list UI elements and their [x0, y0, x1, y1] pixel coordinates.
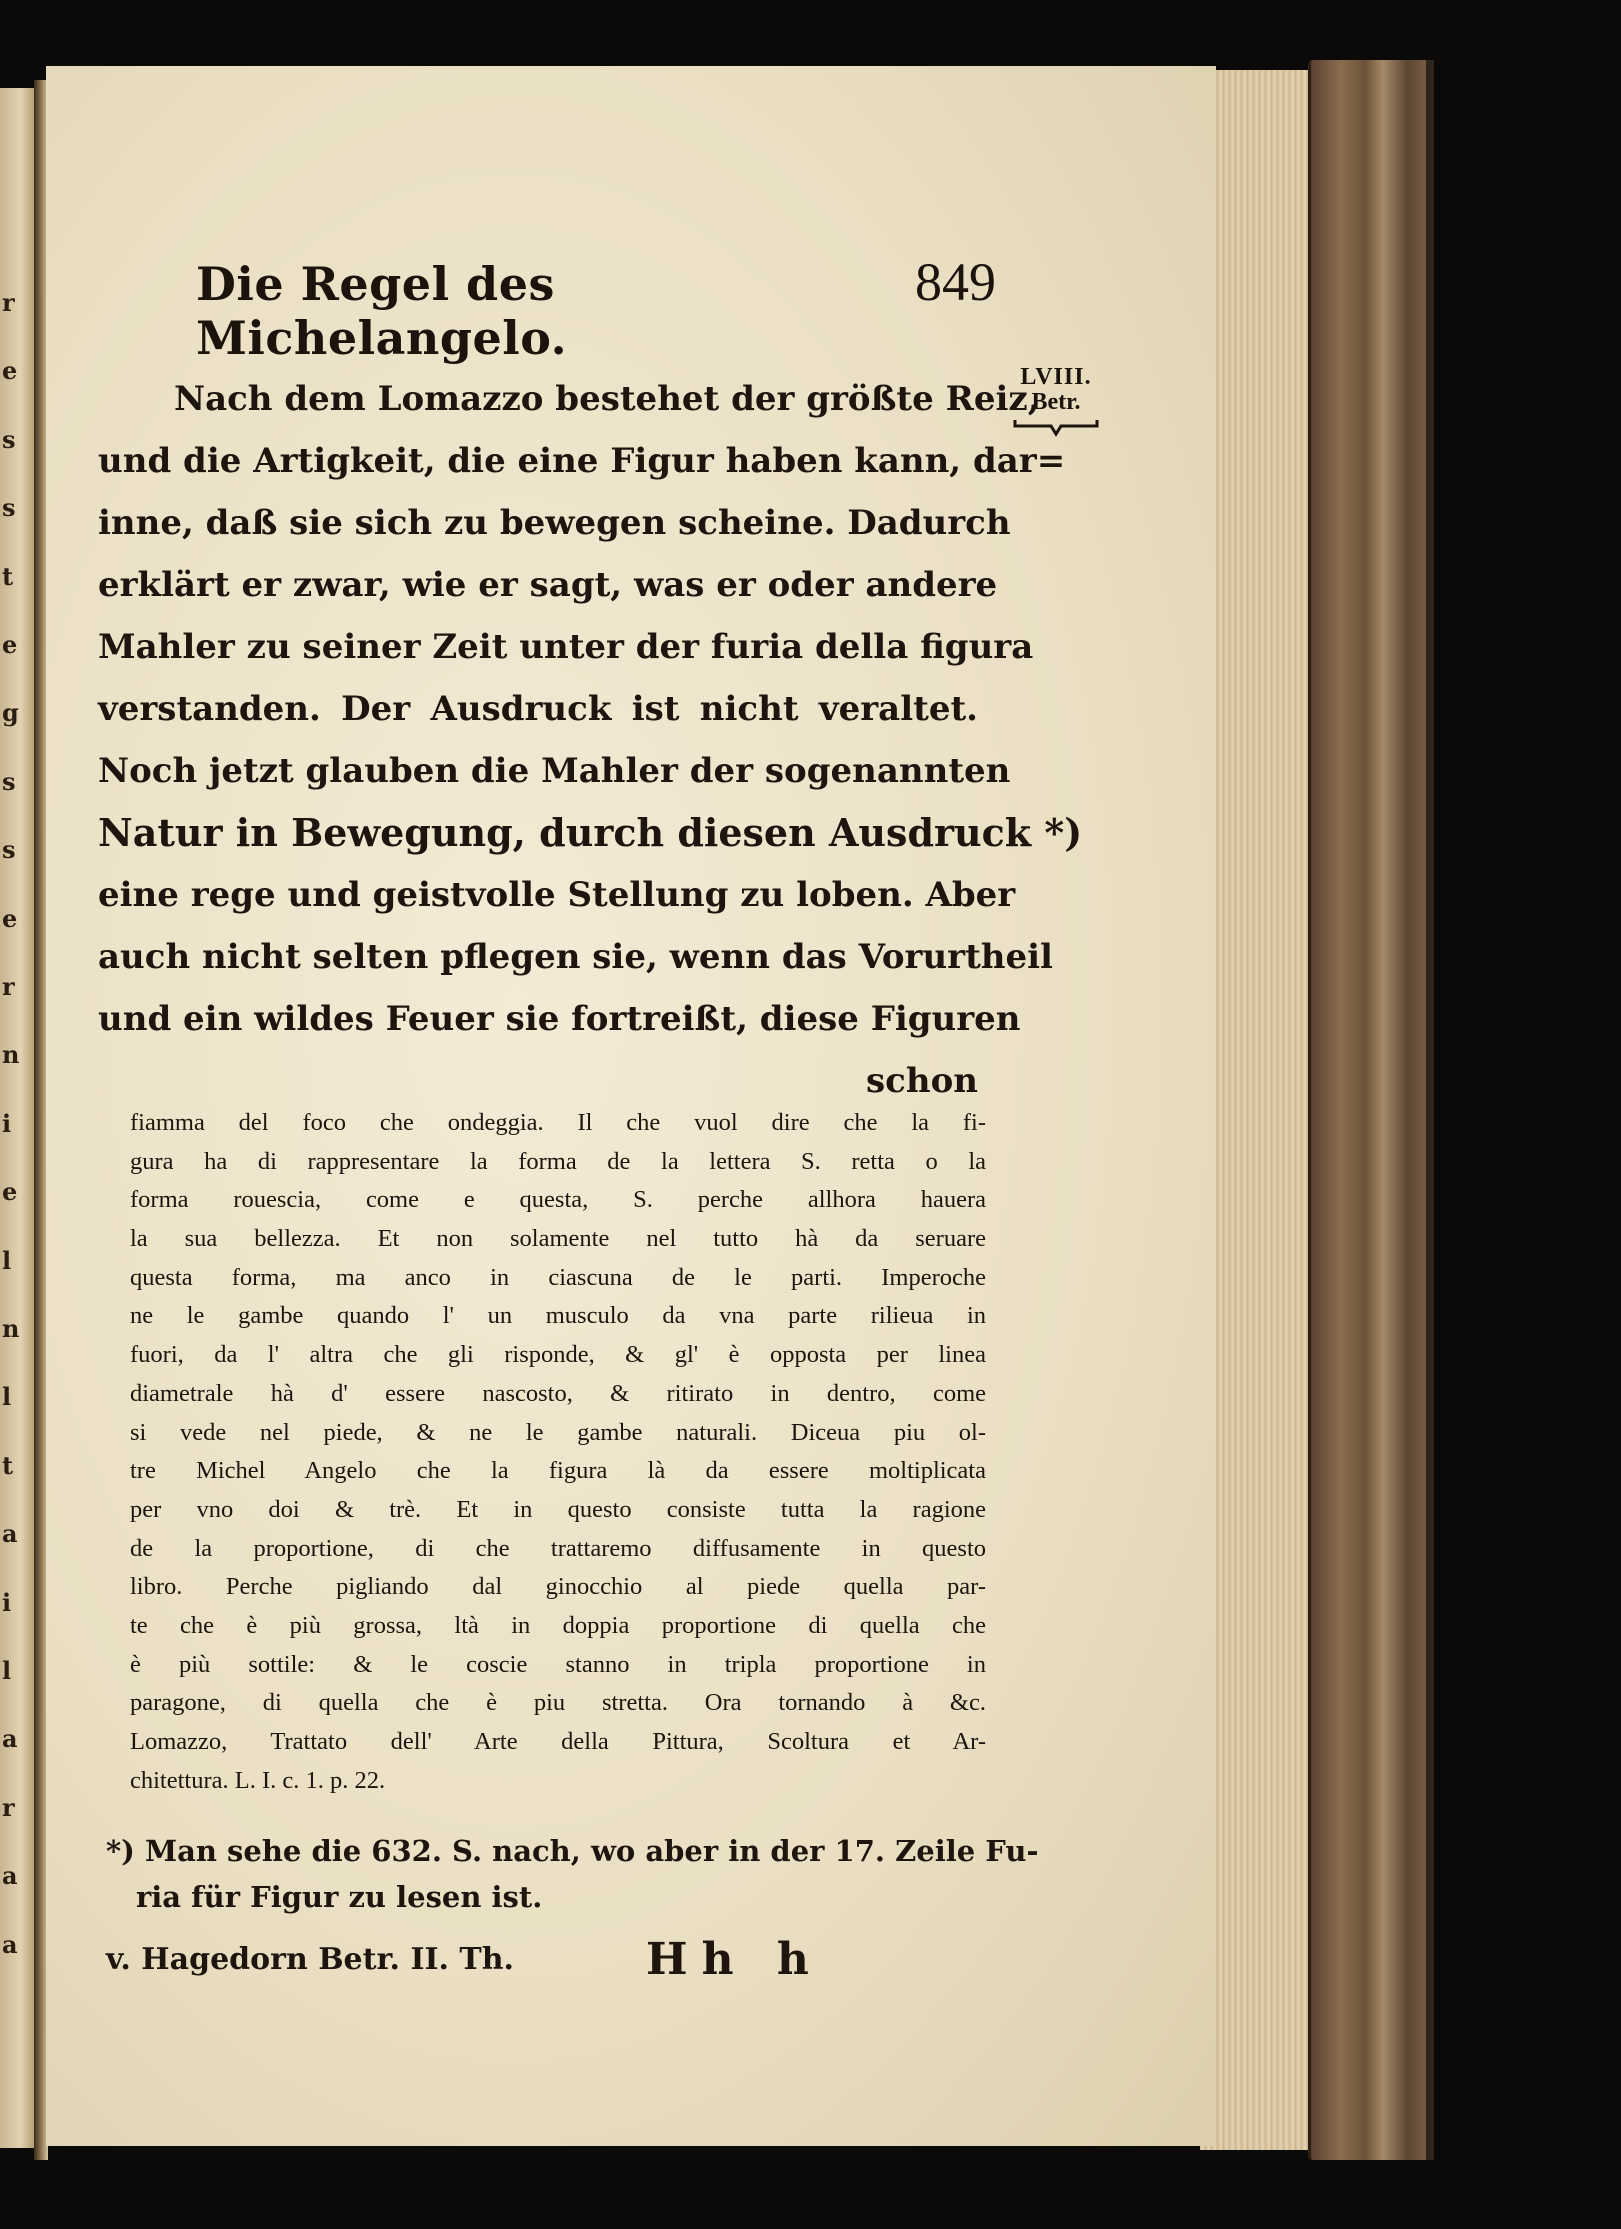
- text-line: und die Artigkeit, die eine Figur haben kann, dar=: [98, 441, 1066, 481]
- italian-footnote: [130, 1104, 986, 1800]
- left-page-fragment: a: [2, 1724, 18, 1754]
- footnote-line: fuori, da l' altra che gli risponde, & gl' è opposta per linea: [130, 1341, 986, 1369]
- left-page-fragment: e: [2, 1177, 18, 1207]
- left-page-fragment: e: [2, 356, 18, 386]
- signature-title: v. Hagedorn Betr. II. Th.: [106, 1942, 514, 1977]
- text-line: erklärt er zwar, wie er sagt, was er oder andere: [98, 565, 998, 605]
- left-page-fragment: i: [2, 1108, 12, 1138]
- signature-line: [106, 1934, 1006, 2002]
- left-page-fragment: r: [2, 288, 15, 317]
- text-line: Mahler zu seiner Zeit unter der furia della figura: [98, 627, 1034, 667]
- left-page-fragment: r: [2, 972, 15, 1001]
- left-page-fragment: l: [2, 1245, 12, 1275]
- footnote-line: questa forma, ma anco in ciascuna de le parti. Imperoche: [130, 1263, 986, 1291]
- asterisk-footnote: [106, 1828, 1039, 1920]
- text-line: auch nicht selten pflegen sie, wenn das Vorurtheil: [98, 937, 1053, 977]
- footnote-line: de la proportione, di che trattaremo diffusamente in questo: [130, 1534, 986, 1562]
- left-page-fragment: s: [2, 835, 16, 865]
- catchword: schon: [866, 1061, 978, 1101]
- left-page-fragment: n: [2, 1314, 20, 1343]
- left-page-fragment: r: [2, 1792, 15, 1822]
- left-page-fragment: s: [2, 493, 16, 523]
- footnote-line: Lomazzo, Trattato dell' Arte della Pittura, Scoltura et Ar-: [130, 1728, 986, 1755]
- margin-note-label: Betr.: [1031, 389, 1081, 415]
- footnote-line: per vno doi & trè. Et in questo consiste tutta la ragione: [130, 1495, 986, 1523]
- margin-note-number: LVIII.: [1020, 364, 1092, 390]
- book-page: [46, 66, 1216, 2146]
- text-line: inne, daß sie sich zu bewegen scheine. Dadurch: [98, 503, 1011, 543]
- left-page-fragment: t: [2, 561, 14, 591]
- book-cover: [1308, 60, 1431, 2160]
- signature-mark: Hh h: [646, 1934, 823, 1985]
- footnote-line: ne le gambe quando l' un musculo da vna parte rilieua in: [130, 1302, 986, 1330]
- left-page-fragment: a: [2, 1929, 18, 1959]
- cover-edge: [1426, 60, 1434, 2160]
- text-line: verstanden. Der Ausdruck ist nicht veraltet.: [98, 689, 978, 729]
- left-page-edge: [0, 88, 37, 2148]
- footnote-line: libro. Perche pigliando dal ginocchio al piede quella par-: [130, 1573, 986, 1601]
- text-line: Nach dem Lomazzo bestehet der größte Reiz,: [174, 379, 1040, 419]
- footnote-line: fiamma del foco che ondeggia. Il che vuol dire che la fi-: [130, 1109, 986, 1136]
- footnote-line: chitettura. L. I. c. 1. p. 22.: [130, 1766, 386, 1794]
- left-page-fragment: t: [2, 1450, 14, 1480]
- footnote-line: si vede nel piede, & ne le gambe naturali. Diceua piu ol-: [130, 1418, 986, 1446]
- left-page-fragment: i: [2, 1587, 12, 1617]
- footnote-line: diametrale hà d' essere nascosto, & ritirato in dentro, come: [130, 1379, 986, 1407]
- left-page-fragment: s: [2, 766, 16, 796]
- footnote-line: forma rouescia, come e questa, S. perche allhora hauera: [130, 1186, 986, 1214]
- page-number: 849: [915, 252, 996, 312]
- text-line: und ein wildes Feuer sie fortreißt, diese Figuren: [98, 999, 1021, 1039]
- footnote-line: *) Man sehe die 632. S. nach, wo aber in der 17. Zeile Fu-: [106, 1834, 1039, 1868]
- footnote-line: tre Michel Angelo che la figura là da essere moltiplicata: [130, 1457, 986, 1485]
- running-header: [196, 251, 996, 365]
- footnote-line: gura ha di rappresentare la forma de la lettera S. retta o la: [130, 1147, 986, 1175]
- footnote-line: paragone, di quella che è piu stretta. Ora tornando à &c.: [130, 1689, 986, 1717]
- footnote-line: ria für Figur zu lesen ist.: [136, 1880, 543, 1914]
- left-page-fragment: a: [2, 1861, 18, 1891]
- left-page-fragment: e: [2, 903, 18, 933]
- page-title: Die Regel des Michelangelo.: [196, 257, 568, 365]
- text-line: Natur in Bewegung, durch diesen Ausdruck *): [98, 810, 1083, 855]
- left-page-fragment: e: [2, 630, 18, 659]
- left-page-fragment: s: [2, 424, 16, 454]
- text-line: eine rege und geistvolle Stellung zu loben. Aber: [98, 875, 1016, 915]
- left-page-fragment: g: [2, 698, 19, 728]
- footnote-line: è più sottile: & le coscie stanno in tripla proportione in: [130, 1650, 986, 1678]
- left-page-fragment: n: [2, 1040, 20, 1070]
- footnote-line: la sua bellezza. Et non solamente nel tutto hà da seruare: [130, 1225, 986, 1253]
- left-page-fragment: a: [2, 1519, 18, 1549]
- left-page-fragment: l: [2, 1656, 12, 1685]
- left-page-fragment: l: [2, 1382, 12, 1412]
- footnote-line: te che è più grossa, ltà in doppia proportione di quella che: [130, 1611, 986, 1639]
- page-edges: [1200, 70, 1312, 2150]
- text-line: Noch jetzt glauben die Mahler der sogenannten: [98, 751, 1011, 791]
